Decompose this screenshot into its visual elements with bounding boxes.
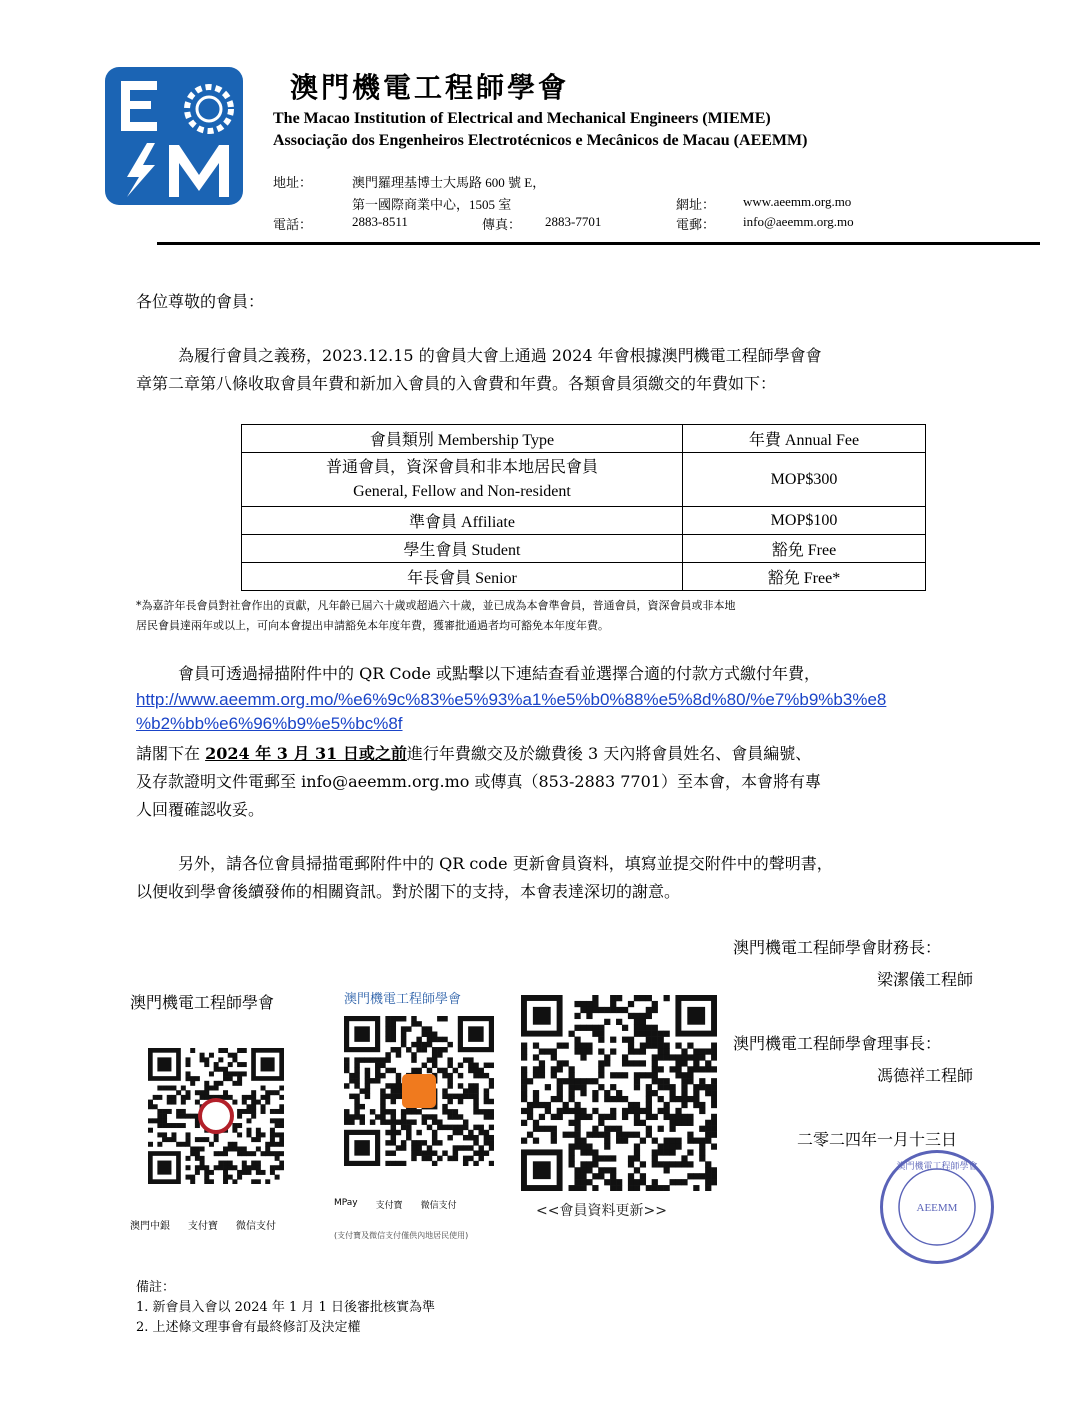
org-name-portuguese: Associação dos Engenheiros Electrotécnicos e Mecânicos de Macau (AEEMM) (273, 132, 808, 149)
treasurer-title: 澳門機電工程師學會財務長： (733, 938, 942, 957)
greeting: 各位尊敬的會員： (136, 292, 265, 311)
alipay-logo: 支付寶 (188, 1221, 218, 1232)
table-header-type: 會員類別 Membership Type (242, 425, 683, 453)
qr-card1-title: 澳門機電工程師學會 (130, 993, 275, 1012)
qr-card-boc (120, 990, 320, 1235)
address-label: 地址： (273, 175, 313, 190)
boc-logo: 澳門中銀 (130, 1221, 170, 1232)
payment-link-line1[interactable]: http://www.aeemm.org.mo/%e6%9c%83%e5%93%a1%e5%b0%88%e5%8d%80/%e7%b9%b3%e8 (136, 690, 887, 709)
qr-code-member-update[interactable] (521, 995, 717, 1191)
svg-text:AEEMM: AEEMM (916, 1202, 958, 1214)
payment-link-line2[interactable]: %b2%bb%e6%96%b9%e5%bc%8f (136, 714, 403, 733)
org-name-chinese: 澳門機電工程師學會 (290, 71, 570, 104)
footnote-line1: *為嘉許年長會員對社會作出的貢獻，凡年齡已屆六十歲或超過六十歲，並已成為本會準會員，普通會員，資深會員或非本地 (136, 599, 736, 612)
notes-title: 備註： (136, 1280, 176, 1295)
para1-line2: 章第二章第八條收取會員年費和新加入會員的入會費和年費。各類會員須繳交的年費如下： (136, 374, 777, 393)
membership-type-en: General, Fellow and Non-resident (353, 482, 571, 500)
phone-label: 電話： (273, 217, 313, 232)
para4-line1: 另外，請各位會員掃描電郵附件中的 QR code 更新會員資料，填寫並提交附件中的聲明書， (178, 854, 833, 873)
membership-type-cn: 年長會員 Senior (242, 563, 683, 591)
phone-number: 2883-8511 (352, 214, 408, 229)
address-line1: 澳門羅理基博士大馬路 600 號 E， (352, 175, 546, 190)
annual-fee: 豁免 Free (683, 535, 926, 563)
para4-line2: 以便收到學會後續發佈的相關資訊。對於閣下的支持，本會表達深切的謝意。 (136, 882, 681, 901)
qr-card2-logos (334, 1198, 457, 1211)
footnote-line2: 居民會員達兩年或以上，可向本會提出申請豁免本年度年費，獲審批通過者均可豁免本年度年費。 (136, 619, 609, 632)
qr-code-boc[interactable] (148, 1048, 284, 1184)
notes-item-2: 2. 上述條文理事會有最終修訂及決定權 (136, 1320, 361, 1335)
wechat-pay-logo: 微信支付 (420, 1201, 457, 1211)
org-name-english: The Macao Institution of Electrical and Mechanical Engineers (MIEME) (273, 110, 771, 127)
address-line2: 第一國際商業中心，1505 室 (352, 197, 512, 212)
fax-label: 傳真： (482, 217, 522, 232)
header-divider (157, 242, 1040, 245)
para3-rest: 進行年費繳交及於繳費後 3 天內將會員姓名、會員編號、 (406, 744, 812, 763)
qr-card3-caption: <<會員資料更新>> (536, 1203, 667, 1219)
qr-card2-title: 澳門機電工程師學會 (344, 992, 462, 1007)
official-seal (880, 1150, 994, 1264)
mieme-logo (105, 67, 243, 205)
annual-fee: MOP$100 (683, 507, 926, 535)
letter-date: 二零二四年一月十三日 (797, 1130, 958, 1149)
qr-card1-logos (130, 1217, 276, 1232)
web-label: 網址： (676, 197, 716, 212)
para2-line1: 會員可透過掃描附件中的 QR Code 或點擊以下連結查看並選擇合適的付款方式繳付年費， (178, 664, 821, 683)
para3-line2: 及存款證明文件電郵至 info@aeemm.org.mo 或傳真（853-2883 7701）至本會，本會將有專 (136, 772, 821, 791)
fee-table (241, 424, 926, 591)
president-title: 澳門機電工程師學會理事長： (733, 1034, 942, 1053)
email-label: 電郵： (676, 217, 716, 232)
fax-number: 2883-7701 (545, 214, 602, 229)
payment-deadline: 2024 年 3 月 31 日或之前 (205, 744, 407, 763)
para1-line1: 為履行會員之義務，2023.12.15 的會員大會上通過 2024 年會根據澳門機電工程師學會會 (178, 346, 822, 365)
notes-item-1: 1. 新會員入會以 2024 年 1 月 1 日後審批核實為準 (136, 1300, 435, 1315)
qr-card2-note: (支付寶及微信支付僅供內地居民使用) (334, 1231, 469, 1240)
para3-line1 (136, 740, 811, 768)
qr-code-mpay[interactable] (344, 1016, 494, 1166)
membership-type-cn: 普通會員，資深會員和非本地居民會員 (325, 458, 598, 476)
table-row (242, 535, 926, 563)
membership-type-cn: 學生會員 Student (242, 535, 683, 563)
email-address[interactable]: info@aeemm.org.mo (743, 214, 854, 229)
table-row (242, 453, 926, 507)
table-row (242, 507, 926, 535)
web-address[interactable]: www.aeemm.org.mo (743, 194, 852, 209)
alipay-logo: 支付寶 (375, 1201, 403, 1211)
treasurer-name: 梁潔儀工程師 (877, 970, 974, 989)
membership-type-cn: 準會員 Affiliate (242, 507, 683, 535)
table-row (242, 563, 926, 591)
para3-prefix: 請閣下在 (136, 744, 206, 763)
para3-line3: 人回覆確認收妥。 (136, 800, 265, 819)
wechat-pay-logo: 微信支付 (236, 1221, 276, 1232)
qr-card-mpay (330, 988, 510, 1238)
svg-text:澳門機電工程師學會: 澳門機電工程師學會 (896, 1162, 978, 1172)
annual-fee: 豁免 Free* (683, 563, 926, 591)
mpay-logo: MPay (334, 1198, 358, 1208)
table-header-fee: 年費 Annual Fee (683, 425, 926, 453)
president-name: 馮德祥工程師 (877, 1066, 974, 1085)
annual-fee: MOP$300 (683, 453, 926, 507)
